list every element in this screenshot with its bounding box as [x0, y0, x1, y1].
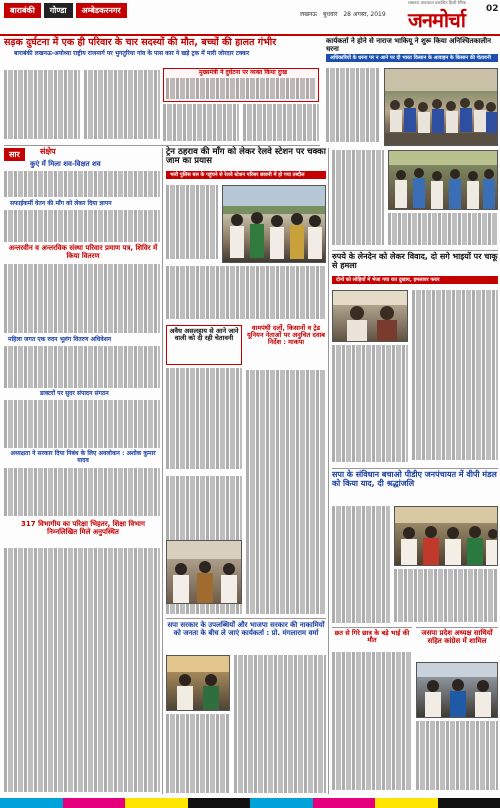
- right-subheadline: अधिकारियों के धरना पर न आने पर दी भारत किसान के आवाहन के किसान की चेतावनी: [326, 54, 498, 62]
- midcol2-headline: वामपंथी दलों, किसानों व ट्रेड यूनियन नेताओं पर अनुचित दवाब निर्देश : माकपा: [246, 324, 326, 347]
- brief5-headline: डाक्टरों पर सुदर संपादन संगठन: [40, 390, 109, 397]
- tagline: लखनऊ प्रातःकाल प्रकाशित हिन्दी दैनिक: [408, 0, 467, 5]
- column-divider: [162, 148, 163, 794]
- brief6-headline: अध्यक्षता ने सरकार दिया निबंध के लिए अवलोकन : अशोक कुमार यादव: [10, 450, 156, 464]
- midcol1-headline: अवैध असलहाय से आने जाने वाली को दी रही चेतावनी: [169, 327, 239, 343]
- rupaye-divider: [332, 250, 498, 251]
- sapa-janpanchayat-image: [395, 507, 498, 566]
- bottom-divider: [166, 618, 326, 619]
- brief1-headline: कुएं में मिला शव-विक्षत शव: [30, 160, 101, 168]
- cm-condolence-title: मुख्यमंत्री ने दुर्घटना पर व्यक्त किया दुःख: [198, 69, 288, 76]
- district-tabs: [4, 3, 127, 18]
- masthead: [0, 0, 500, 36]
- lead-body-col4: [243, 104, 319, 142]
- lead-body-col1: [4, 70, 80, 142]
- right-column-divider: [328, 148, 329, 794]
- dateline: [300, 10, 390, 18]
- rupaye-headline: रुपये के लेनदेन को लेकर विवाद, दो सगे भाइयों पर चाकू से हमला: [332, 252, 498, 270]
- train-protest-image: [223, 186, 326, 263]
- brief2-body: [4, 210, 160, 242]
- sapa-body-left: [332, 506, 390, 624]
- lead-subheadline: बाराबंकी लखनऊ-अयोध्या राष्ट्रीय राजमार्ग पर भुगतुरिया गांव के पास कार ने खड़े ट्रक में मारी जोरदार टक्कर: [14, 50, 250, 57]
- bottom-body-left: [166, 714, 230, 795]
- train-body-col1: [166, 185, 218, 263]
- train-protest-photo: [222, 185, 326, 263]
- dateline-day: बुधवार: [322, 11, 338, 18]
- right-headline: कार्यकर्ता ने होने से नाराज भाकियू ने शुरू किया अनिश्चितकालीन धरना: [326, 37, 491, 53]
- bottom-body: [234, 655, 326, 795]
- jaspa-joining-image: [417, 663, 498, 718]
- brief1-body: [4, 171, 160, 198]
- right-body-col1: [326, 68, 380, 146]
- midcol-photo: [166, 540, 242, 604]
- lead-headline: सड़क दुर्घटना में एक ही परिवार के चार सदस्यों की मौत, बच्चों की हालत गंभीर: [4, 37, 277, 48]
- sapa-photo: [394, 506, 498, 566]
- sapa-leader-image: [167, 656, 230, 711]
- train-subheadline: भारी पुलिस बल के पहुंचने से रेलवे स्टेशन परिसर छावनी में हो गया तब्दील: [166, 171, 326, 179]
- newspaper-logo: जनमोर्चा: [408, 8, 465, 32]
- chhatra-body: [332, 652, 412, 794]
- brief7-body: [4, 548, 160, 794]
- train-headline: ट्रेन ठहराव की माँग को लेकर रेलवे स्टेशन पर चक्का जाम का प्रयास: [166, 147, 326, 167]
- briefs-label2: संक्षेप: [40, 147, 56, 156]
- brief3-body: [4, 264, 160, 334]
- dateline-date: 28 अगस्त, 2019: [343, 11, 386, 18]
- rupaye-body-left: [332, 345, 408, 465]
- tab-gonda[interactable]: गोण्डा: [44, 3, 73, 18]
- right-body-col-mid: [332, 150, 384, 248]
- lead-body-col3: [163, 104, 239, 142]
- rupaye-photo: [332, 290, 408, 342]
- dateline-place: लखनऊ: [300, 11, 318, 18]
- brief4-headline: महिला जगत एक रुदन भूलंग वितरण अधिवेशन: [8, 336, 112, 343]
- jaspa-headline: जसपा प्रदेश अध्यक्ष साथियों सहित कांग्रेस में शामिल: [421, 629, 493, 645]
- briefs-label: सार: [4, 148, 25, 161]
- jaspa-body: [416, 721, 498, 794]
- train-body-cols: [166, 266, 326, 322]
- sapa-meeting-photo: [166, 655, 230, 711]
- midcol1-body: [166, 368, 242, 473]
- bottom-headline: सपा सरकार के उपलब्धियों और भाजपा सरकार की नाकामियों को जनता के बीच ले जाएं कार्यकर्ता : प्रो. मंगलाराम वर्मा: [167, 621, 325, 637]
- chhatra-headline: छत से गिरे छात्र के बड़े भाई की मौत: [334, 629, 410, 645]
- tab-ambedkarnagar[interactable]: अम्बेडकरनगर: [76, 3, 127, 18]
- sapa-headline: सपा के संविधान बचाओ पीडीए जनपंचायत में वीपी मंडल को किया याद, दी श्रद्धांजलि: [332, 470, 497, 488]
- brief6-body: [4, 468, 160, 518]
- sapa-body-right: [394, 569, 498, 624]
- lead-body-col2: [84, 70, 160, 142]
- rupaye-body-right: [412, 290, 498, 465]
- dharna-crowd-image: [385, 69, 498, 146]
- tab-barabanki[interactable]: बाराबंकी: [4, 3, 41, 18]
- page-number: 02: [486, 4, 499, 14]
- dharna-photo: [384, 68, 498, 146]
- dharna-photo-2: [388, 150, 498, 210]
- right-body-col-mid2: [388, 213, 498, 248]
- sapa-divider: [332, 468, 498, 469]
- brief7-headline: 317 विभागीय का परिक्षा भिहतर, शिक्षा विभाग निम्नलिखित मिले अनुपस्थित: [21, 520, 145, 536]
- midcol2-body: [246, 370, 326, 615]
- dharna-sit-in-image: [389, 151, 498, 210]
- chhatra-divider: [332, 627, 412, 628]
- jaspa-photo: [416, 662, 498, 718]
- divider: [4, 145, 320, 146]
- jaspa-divider: [416, 627, 498, 628]
- brief5-body: [4, 400, 160, 448]
- injured-brothers-image: [333, 291, 408, 342]
- meeting-image: [167, 541, 242, 604]
- brief3-headline: अन्तरवीन व अन्तरविक संस्था परिवार प्रमाण पत्र, शिविर में किया वितरण: [8, 244, 158, 260]
- cm-condolence-body: [166, 78, 316, 100]
- brief4-body: [4, 346, 160, 388]
- print-color-bar: [0, 798, 500, 808]
- brief2-headline: सफाईकर्मी वेतन की माँग को लेकर दिया ज्ञापन: [10, 200, 112, 207]
- rupaye-subheadline: दोनों को लोहियाँ में भेजा गया रात दुखाय, हमलावर फरार: [332, 276, 498, 284]
